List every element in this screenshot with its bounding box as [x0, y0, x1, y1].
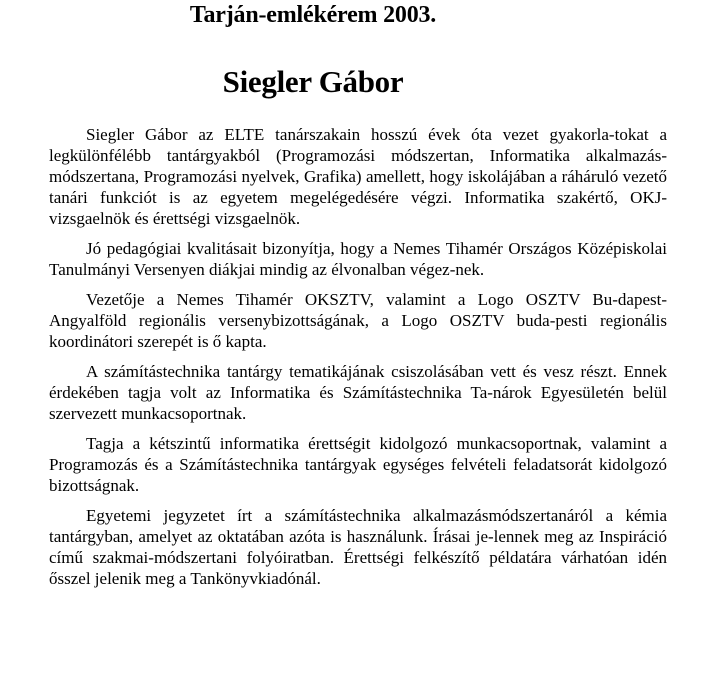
paragraph-committee-leadership: Vezetője a Nemes Tihamér OKSZTV, valamint a Logo OSZTV Bu-dapest-Angyalföld regionális versenybizottságának, a Logo OSZTV buda-pesti regionális koordinátori szerepét is ő kapta. [49, 290, 667, 351]
document-title: Tarján-emlékérem 2003. [189, 2, 437, 28]
paragraph-teaching: Siegler Gábor az ELTE tanárszakain hosszú évek óta vezet gyakorla-tokat a legkülönfélébb tantárgyakból (Programozási módszertan, Informatika alkalmazás-módszertana, Programozási nyelvek, Grafika) amellett, hogy iskolájában a ráháruló vezető tanári funkciót is az egyetem megelégedésére végzi. Informatika szakértő, OKJ-vizsgaelnök és érettségi vizsgaelnök. [49, 125, 667, 228]
paragraph-exam-working-group: Tagja a kétszintű informatika érettségit kidolgozó munkacsoportnak, valamint a Programozás és a Számítástechnika tantárgyak egységes felvételi feladatsorát kidolgozó bizottságnak. [49, 434, 667, 495]
awardee-name: Siegler Gábor [222, 64, 404, 99]
document-body [49, 124, 667, 598]
paragraph-publications: Egyetemi jegyzetet írt a számítástechnika alkalmazásmódszertanáról a kémia tantárgyban, amelyet az oktatában azóta is használunk. Írásai je-lennek meg az Inspiráció című szakmai-módszertani folyóiratban. Érettségi felkészítő példatára várhatóan idén ősszel jelenik meg a Tankönyvkiadónál. [49, 506, 667, 588]
paragraph-competition-results: Jó pedagógiai kvalitásait bizonyítja, hogy a Nemes Tihamér Országos Középiskolai Tanulmányi Versenyen diákjai mindig az élvonalban végez-nek. [49, 239, 667, 279]
paragraph-curriculum: A számítástechnika tantárgy tematikájának csiszolásában vett és vesz részt. Ennek érdekében tagja volt az Informatika és Számítástechnika Ta-nárok Egyesületén belül szervezett munkacsoportnak. [49, 362, 667, 423]
